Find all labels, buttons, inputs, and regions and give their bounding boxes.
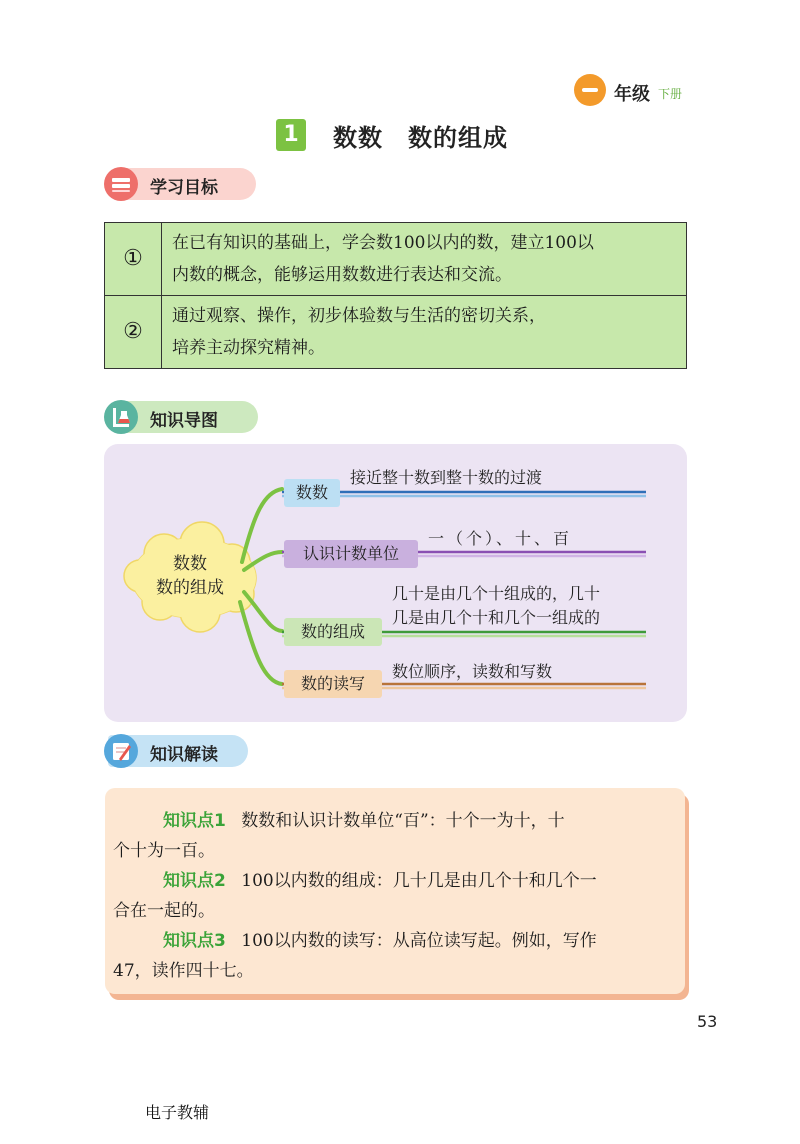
page-number: 53 [697,1012,718,1031]
volume-label: 下册 [658,87,683,101]
branch-description: 一（个）、十、百 [428,529,573,548]
goal-line: 在已有知识的基础上，学会数100以内的数，建立100以 [172,233,594,253]
grade-label: 年级 [614,84,650,105]
table-row [105,223,687,296]
map-title: 知识导图 [150,411,218,431]
goals-title: 学习目标 [150,178,218,198]
point-text-cont: 合在一起的。 [113,901,215,921]
goal-marker: ① [105,223,162,296]
map-node-readwrite: 数的读写 [284,670,382,698]
point-key: 知识点2 [163,871,226,891]
branch-description [392,582,600,630]
books-icon [104,167,138,201]
knowledge-point [113,866,673,896]
center-line: 数的组成 [156,578,224,598]
goal-text [162,296,687,369]
connector-line [244,592,282,631]
lesson-title: 数数 数的组成 [333,124,508,152]
point-text-cont: 47，读作四十七。 [113,961,254,981]
mind-map-center [140,552,240,600]
goals-table [104,222,687,369]
branch-line: 几十是由几个十组成的，几十 [392,584,601,603]
goal-marker: ② [105,296,162,369]
goal-line: 培养主动探究精神。 [172,338,325,358]
table-row [105,296,687,369]
knowledge-points [113,806,673,986]
point-text: 数数和认识计数单位“百”：十个一为十，十 [241,811,565,831]
goal-text [162,223,687,296]
notebook-icon [104,734,138,768]
center-line: 数数 [173,554,207,574]
lesson-number-badge: 1 [276,119,306,151]
flask-icon [104,400,138,434]
branch-line: 几是由几个十和几个一组成的 [392,608,601,627]
goal-line: 内数的概念，能够运用数数进行表达和交流。 [172,265,512,285]
map-node-shushu: 数数 [284,479,340,507]
point-text: 100以内数的读写：从高位读写起。例如，写作 [241,931,597,951]
map-node-units: 认识计数单位 [284,540,418,568]
map-node-composition: 数的组成 [284,618,382,646]
branch-description: 接近整十数到整十数的过渡 [350,468,543,487]
grade-one-icon [574,74,606,106]
goal-line: 通过观察、操作，初步体验数与生活的密切关系， [172,306,546,326]
point-text: 100以内数的组成：几十几是由几个十和几个一 [241,871,597,891]
point-text-cont: 个十为一百。 [113,841,215,861]
knowledge-point [113,806,673,836]
knowledge-title: 知识解读 [150,745,218,765]
point-key: 知识点1 [163,811,226,831]
branch-description: 数位顺序，读数和写数 [392,662,553,681]
knowledge-point [113,926,673,956]
footer-watermark: 电子教辅 [145,1103,210,1122]
point-key: 知识点3 [163,931,226,951]
